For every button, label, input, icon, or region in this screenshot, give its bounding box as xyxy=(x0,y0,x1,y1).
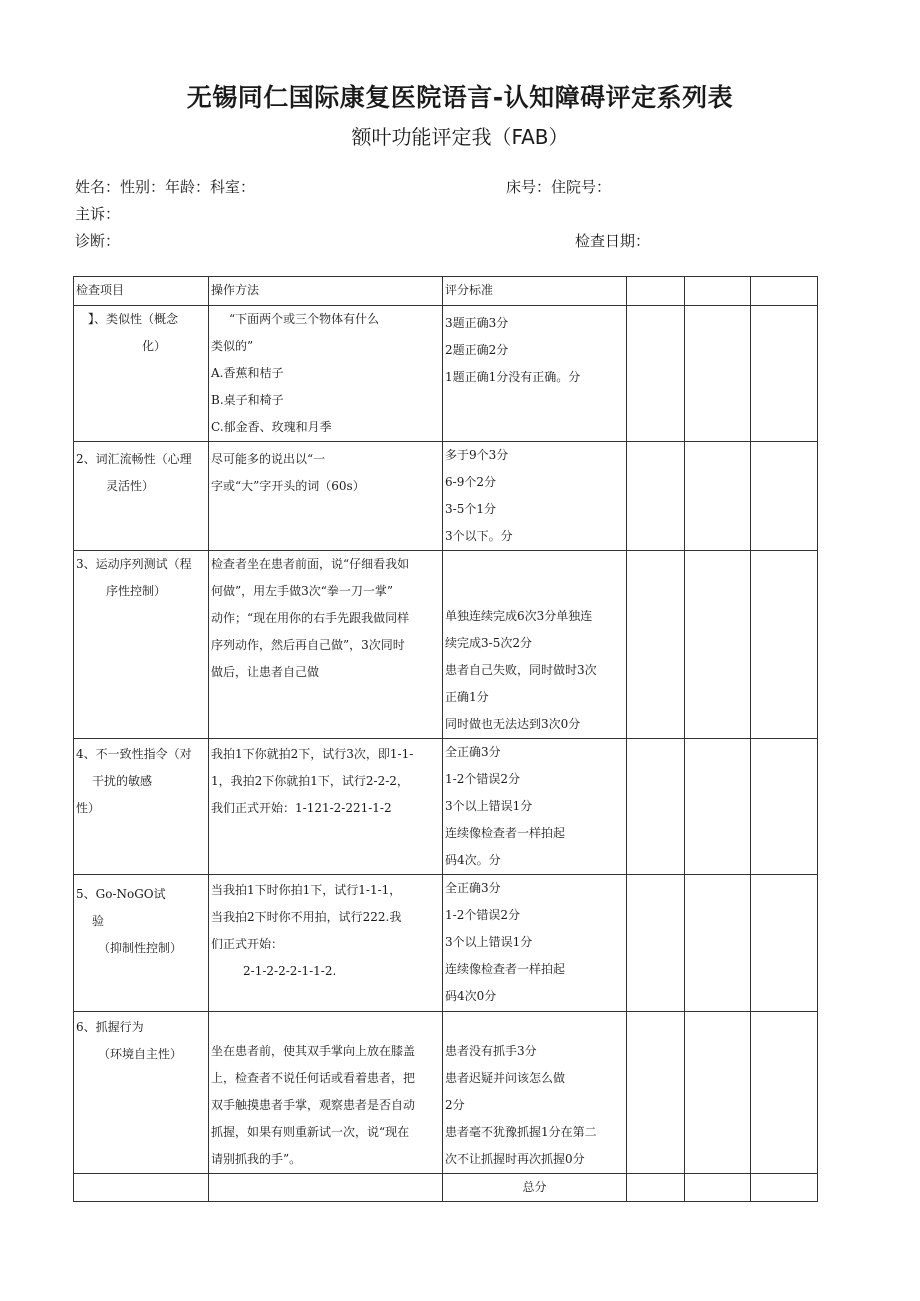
criteria-line: 1-2个错误2分 xyxy=(445,772,520,786)
method-line: 何做”，用左手做3次“拳一刀一掌” xyxy=(211,584,394,598)
criteria-line: 续完成3-5次2分 xyxy=(445,636,532,650)
method-cell xyxy=(209,442,443,551)
item-cell xyxy=(74,442,209,551)
total-score-cell[interactable] xyxy=(751,1174,818,1202)
header-criteria: 评分标准 xyxy=(443,277,627,306)
criteria-line: 次不让抓握时再次抓握0分 xyxy=(445,1152,585,1166)
item-line: 灵活性） xyxy=(106,479,155,493)
item-line: （环境自主性） xyxy=(98,1047,183,1061)
score-cell[interactable] xyxy=(751,875,818,1012)
chief-complaint-label: 主诉： xyxy=(75,205,121,223)
item-line: 性） xyxy=(76,801,101,815)
method-line: 我们正式开始：1-121-2-221-1-2 xyxy=(211,801,392,815)
score-cell[interactable] xyxy=(751,551,818,739)
item-line: 2、词汇流畅性（心理 xyxy=(76,452,192,466)
table-row xyxy=(74,551,818,739)
method-line: 类似的” xyxy=(211,339,254,353)
method-cell xyxy=(209,1012,443,1174)
method-line: 动作；“现在用你的右手先跟我做同样 xyxy=(211,611,410,625)
total-score-cell[interactable] xyxy=(685,1174,751,1202)
document-subtitle: 额叶功能评定我（FAB） xyxy=(351,125,569,149)
criteria-line: 单独连续完成6次3分单独连 xyxy=(445,609,593,623)
criteria-line: 码4次0分 xyxy=(445,989,497,1003)
item-line: 6、抓握行为 xyxy=(76,1020,144,1034)
criteria-line: 3个以上错误1分 xyxy=(445,799,533,813)
score-cell[interactable] xyxy=(685,739,751,875)
header-item: 检查项目 xyxy=(74,277,209,306)
method-line: “下面两个或三个物体有什么 xyxy=(229,312,380,326)
score-column-1[interactable] xyxy=(627,277,685,306)
item-cell xyxy=(74,1012,209,1174)
score-cell[interactable] xyxy=(627,551,685,739)
method-line: 我拍1下你就拍2下，试行3次，即1-1- xyxy=(211,747,414,761)
method-line: A.香蕉和桔子 xyxy=(211,366,284,380)
method-line: 检查者坐在患者前面，说“仔细看我如 xyxy=(211,557,410,571)
table-header-row xyxy=(74,277,818,306)
criteria-cell xyxy=(443,551,627,739)
score-cell[interactable] xyxy=(627,739,685,875)
method-line: B.桌子和椅子 xyxy=(211,393,284,407)
score-cell[interactable] xyxy=(751,306,818,442)
criteria-line: 患者自己失败，同时做时3次 xyxy=(445,663,597,677)
criteria-line: 3-5个1分 xyxy=(445,502,496,516)
item-line: 4、不一致性指令（对 xyxy=(76,747,192,761)
method-line: 上，检查者不说任何话或看着患者，把 xyxy=(211,1071,416,1085)
total-empty-cell xyxy=(74,1174,209,1202)
assessment-table xyxy=(73,276,818,1202)
method-line: 当我拍1下时你拍1下，试行1-1-1， xyxy=(211,883,402,897)
table-row xyxy=(74,442,818,551)
criteria-cell xyxy=(443,875,627,1012)
total-score-label: 总分 xyxy=(443,1174,627,1202)
method-cell xyxy=(209,306,443,442)
item-line: 3、运动序列测试（程 xyxy=(76,557,192,571)
score-cell[interactable] xyxy=(685,551,751,739)
criteria-line: 3个以下。分 xyxy=(445,529,513,543)
item-line: 化） xyxy=(142,339,167,353)
patient-basic-info-label: 姓名：性别：年龄：科室： xyxy=(75,178,256,196)
score-cell[interactable] xyxy=(685,442,751,551)
item-cell xyxy=(74,739,209,875)
criteria-cell xyxy=(443,739,627,875)
table-row xyxy=(74,739,818,875)
score-column-2[interactable] xyxy=(685,277,751,306)
method-cell xyxy=(209,739,443,875)
criteria-cell xyxy=(443,442,627,551)
criteria-cell xyxy=(443,306,627,442)
total-empty-cell xyxy=(209,1174,443,1202)
criteria-line: 1题正确1分没有正确。分 xyxy=(445,370,581,384)
method-line: 双手触摸患者手掌，观察患者是否自动 xyxy=(211,1098,416,1112)
bed-admission-label: 床号：住院号： xyxy=(506,178,612,196)
criteria-line: 3个以上错误1分 xyxy=(445,935,533,949)
score-cell[interactable] xyxy=(751,739,818,875)
method-cell xyxy=(209,875,443,1012)
criteria-line: 多于9个3分 xyxy=(445,448,509,462)
item-cell xyxy=(74,306,209,442)
score-cell[interactable] xyxy=(751,1012,818,1174)
item-cell xyxy=(74,551,209,739)
criteria-line: 患者毫不犹豫抓握1分在第二 xyxy=(445,1125,597,1139)
total-score-cell[interactable] xyxy=(627,1174,685,1202)
criteria-line: 6-9个2分 xyxy=(445,475,496,489)
method-line: 字或“大”字开头的词（60s） xyxy=(211,479,365,493)
score-cell[interactable] xyxy=(627,306,685,442)
method-line: 1，我拍2下你就拍1下，试行2-2-2， xyxy=(211,774,409,788)
criteria-line: 3题正确3分 xyxy=(445,316,509,330)
method-line: 们正式开始： xyxy=(211,937,284,951)
criteria-line: 连续像检查者一样拍起 xyxy=(445,826,566,840)
score-column-3[interactable] xyxy=(751,277,818,306)
score-cell[interactable] xyxy=(627,442,685,551)
score-cell[interactable] xyxy=(627,875,685,1012)
item-line: （抑制性控制） xyxy=(98,941,183,955)
table-row xyxy=(74,875,818,1012)
criteria-line: 全正确3分 xyxy=(445,881,501,895)
item-line: 序性控制） xyxy=(106,584,167,598)
score-cell[interactable] xyxy=(751,442,818,551)
method-line: 做后，让患者自己做 xyxy=(211,665,320,679)
criteria-line: 患者没有抓手3分 xyxy=(445,1044,537,1058)
diagnosis-label: 诊断： xyxy=(75,232,121,250)
criteria-line: 2分 xyxy=(445,1098,465,1112)
table-row xyxy=(74,306,818,442)
criteria-line: 全正确3分 xyxy=(445,745,501,759)
method-line: C.郁金香、玫瑰和月季 xyxy=(211,420,332,434)
criteria-line: 患者迟疑并问该怎么做 xyxy=(445,1071,566,1085)
method-line: 请别抓我的手”。 xyxy=(211,1152,302,1166)
method-cell xyxy=(209,551,443,739)
score-cell[interactable] xyxy=(685,1012,751,1174)
item-line: 5、Go-NoGO试 xyxy=(76,887,166,901)
item-line: 验 xyxy=(92,914,105,928)
criteria-line: 2题正确2分 xyxy=(445,343,509,357)
document-title: 无锡同仁国际康复医院语言-认知障碍评定系列表 xyxy=(186,83,734,112)
criteria-line: 同时做也无法达到3次0分 xyxy=(445,717,581,731)
method-line: 尽可能多的说出以“一 xyxy=(211,452,326,466)
method-line: 抓握，如果有则重新试一次，说“现在 xyxy=(211,1125,410,1139)
score-cell[interactable] xyxy=(627,1012,685,1174)
item-cell xyxy=(74,875,209,1012)
criteria-line: 正确1分 xyxy=(445,690,489,704)
header-method: 操作方法 xyxy=(209,277,443,306)
criteria-cell xyxy=(443,1012,627,1174)
method-line: 坐在患者前，使其双手掌向上放在膝盖 xyxy=(211,1044,416,1058)
item-line: 】、类似性（概念 xyxy=(88,312,179,326)
score-cell[interactable] xyxy=(685,306,751,442)
method-line: 2-1-2-2-2-1-1-2. xyxy=(243,964,337,978)
total-row xyxy=(74,1174,818,1202)
criteria-line: 1-2个错误2分 xyxy=(445,908,520,922)
method-line: 当我拍2下时你不用拍，试行222.我 xyxy=(211,910,402,924)
criteria-line: 码4次。分 xyxy=(445,853,501,867)
exam-date-label: 检查日期： xyxy=(575,232,651,250)
item-line: 干扰的敏感 xyxy=(92,774,153,788)
method-line: 序列动作，然后再自己做”，3次同时 xyxy=(211,638,405,652)
table-row xyxy=(74,1012,818,1174)
score-cell[interactable] xyxy=(685,875,751,1012)
criteria-line: 连续像检查者一样拍起 xyxy=(445,962,566,976)
